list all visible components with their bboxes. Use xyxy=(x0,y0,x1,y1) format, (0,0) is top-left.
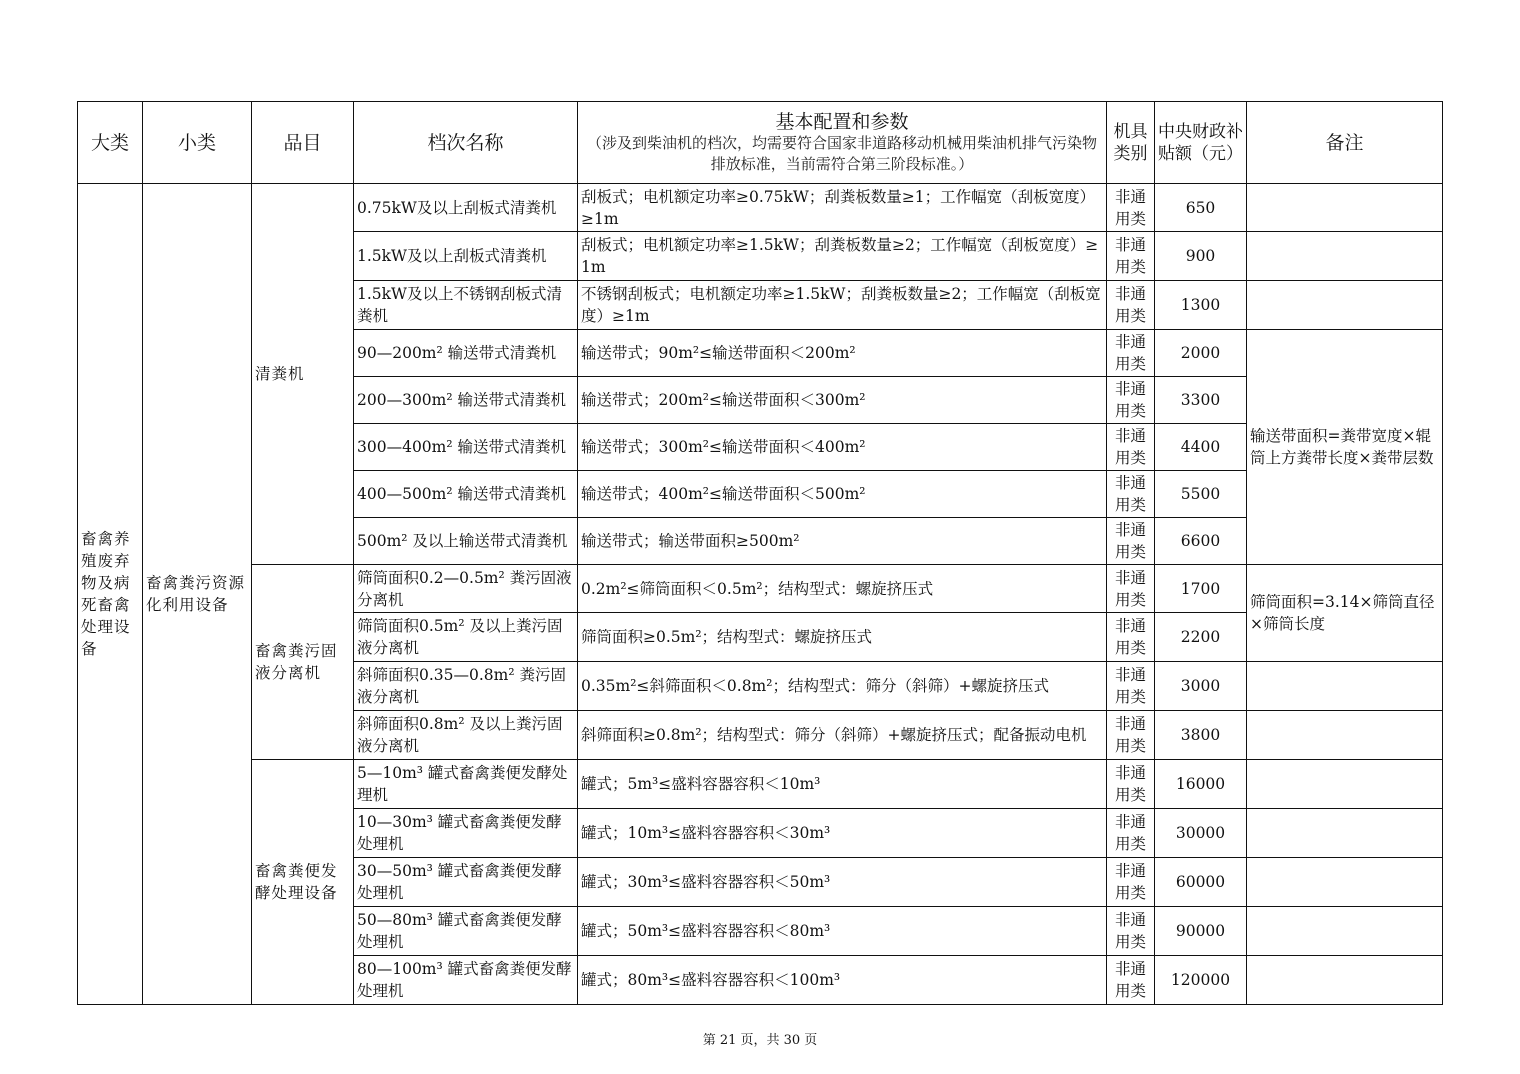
remark-cell xyxy=(1247,662,1443,711)
grade-cell: 5—10m³ 罐式畜禽粪便发酵处理机 xyxy=(354,760,578,809)
params-cell: 罐式；10m³≤盛料容器容积＜30m³ xyxy=(578,809,1107,858)
params-cell: 罐式；80m³≤盛料容器容积＜100m³ xyxy=(578,956,1107,1005)
kind-cell: 非通用类 xyxy=(1107,424,1155,471)
grade-cell: 筛筒面积0.5m² 及以上粪污固液分离机 xyxy=(354,613,578,662)
kind-cell: 非通用类 xyxy=(1107,613,1155,662)
remark-cell xyxy=(1247,232,1443,281)
amount-cell: 2200 xyxy=(1155,613,1247,662)
params-cell: 不锈钢刮板式；电机额定功率≥1.5kW；刮粪板数量≥2；工作幅宽（刮板宽度）≥1m xyxy=(578,281,1107,330)
grade-cell: 斜筛面积0.8m² 及以上粪污固液分离机 xyxy=(354,711,578,760)
amount-cell: 120000 xyxy=(1155,956,1247,1005)
grade-cell: 500m² 及以上输送带式清粪机 xyxy=(354,518,578,565)
grade-cell: 80—100m³ 罐式畜禽粪便发酵处理机 xyxy=(354,956,578,1005)
item-cell-separator: 畜禽粪污固液分离机 xyxy=(252,565,354,760)
amount-cell: 900 xyxy=(1155,232,1247,281)
remark-cell xyxy=(1247,760,1443,809)
grade-cell: 1.5kW及以上刮板式清粪机 xyxy=(354,232,578,281)
remark-belt-area: 输送带面积=粪带宽度×辊筒上方粪带长度×粪带层数 xyxy=(1247,330,1443,565)
params-cell: 斜筛面积≥0.8m²；结构型式：筛分（斜筛）+螺旋挤压式；配备振动电机 xyxy=(578,711,1107,760)
params-cell: 输送带式；300m²≤输送带面积＜400m² xyxy=(578,424,1107,471)
amount-cell: 2000 xyxy=(1155,330,1247,377)
header-params-title: 基本配置和参数 xyxy=(775,110,909,133)
grade-cell: 1.5kW及以上不锈钢刮板式清粪机 xyxy=(354,281,578,330)
amount-cell: 5500 xyxy=(1155,471,1247,518)
kind-cell: 非通用类 xyxy=(1107,471,1155,518)
header-remarks: 备注 xyxy=(1247,102,1443,184)
header-item: 品目 xyxy=(252,102,354,184)
amount-cell: 6600 xyxy=(1155,518,1247,565)
kind-cell: 非通用类 xyxy=(1107,809,1155,858)
amount-cell: 16000 xyxy=(1155,760,1247,809)
params-cell: 罐式；5m³≤盛料容器容积＜10m³ xyxy=(578,760,1107,809)
kind-cell: 非通用类 xyxy=(1107,565,1155,613)
kind-cell: 非通用类 xyxy=(1107,281,1155,330)
subsidy-table xyxy=(77,101,1443,1005)
table-row xyxy=(78,565,1443,613)
params-cell: 罐式；50m³≤盛料容器容积＜80m³ xyxy=(578,907,1107,956)
header-params xyxy=(578,102,1107,184)
amount-cell: 4400 xyxy=(1155,424,1247,471)
remark-screen-area: 筛筒面积=3.14×筛筒直径×筛筒长度 xyxy=(1247,565,1443,662)
amount-cell: 3800 xyxy=(1155,711,1247,760)
params-cell: 0.35m²≤斜筛面积＜0.8m²；结构型式：筛分（斜筛）+螺旋挤压式 xyxy=(578,662,1107,711)
params-cell: 输送带式；200m²≤输送带面积＜300m² xyxy=(578,377,1107,424)
kind-cell: 非通用类 xyxy=(1107,377,1155,424)
table-row xyxy=(78,184,1443,232)
params-cell: 输送带式；400m²≤输送带面积＜500m² xyxy=(578,471,1107,518)
kind-cell: 非通用类 xyxy=(1107,232,1155,281)
item-cell-fermenter: 畜禽粪便发酵处理设备 xyxy=(252,760,354,1005)
grade-cell: 0.75kW及以上刮板式清粪机 xyxy=(354,184,578,232)
grade-cell: 30—50m³ 罐式畜禽粪便发酵处理机 xyxy=(354,858,578,907)
header-params-note: （涉及到柴油机的档次，均需要符合国家非道路移动机械用柴油机排气污染物排放标准，当前需符合第三阶段标准。） xyxy=(586,133,1097,173)
remark-cell xyxy=(1247,809,1443,858)
grade-cell: 300—400m² 输送带式清粪机 xyxy=(354,424,578,471)
amount-cell: 90000 xyxy=(1155,907,1247,956)
header-machine-kind: 机具类别 xyxy=(1107,102,1155,184)
grade-cell: 筛筒面积0.2—0.5m² 粪污固液分离机 xyxy=(354,565,578,613)
kind-cell: 非通用类 xyxy=(1107,956,1155,1005)
amount-cell: 60000 xyxy=(1155,858,1247,907)
kind-cell: 非通用类 xyxy=(1107,858,1155,907)
remark-cell xyxy=(1247,956,1443,1005)
params-cell: 输送带式；输送带面积≥500m² xyxy=(578,518,1107,565)
header-subcategory: 小类 xyxy=(143,102,252,184)
params-cell: 输送带式；90m²≤输送带面积＜200m² xyxy=(578,330,1107,377)
params-cell: 刮板式；电机额定功率≥0.75kW；刮粪板数量≥1；工作幅宽（刮板宽度）≥1m xyxy=(578,184,1107,232)
amount-cell: 650 xyxy=(1155,184,1247,232)
amount-cell: 3000 xyxy=(1155,662,1247,711)
grade-cell: 50—80m³ 罐式畜禽粪便发酵处理机 xyxy=(354,907,578,956)
header-category: 大类 xyxy=(78,102,143,184)
amount-cell: 1300 xyxy=(1155,281,1247,330)
kind-cell: 非通用类 xyxy=(1107,907,1155,956)
grade-cell: 200—300m² 输送带式清粪机 xyxy=(354,377,578,424)
params-cell: 0.2m²≤筛筒面积＜0.5m²；结构型式：螺旋挤压式 xyxy=(578,565,1107,613)
amount-cell: 1700 xyxy=(1155,565,1247,613)
amount-cell: 30000 xyxy=(1155,809,1247,858)
remark-cell xyxy=(1247,281,1443,330)
params-cell: 筛筒面积≥0.5m²；结构型式：螺旋挤压式 xyxy=(578,613,1107,662)
params-cell: 罐式；30m³≤盛料容器容积＜50m³ xyxy=(578,858,1107,907)
kind-cell: 非通用类 xyxy=(1107,711,1155,760)
amount-cell: 3300 xyxy=(1155,377,1247,424)
grade-cell: 斜筛面积0.35—0.8m² 粪污固液分离机 xyxy=(354,662,578,711)
table-row xyxy=(78,760,1443,809)
category-cell: 畜禽养殖废弃物及病死畜禽处理设备 xyxy=(78,184,143,1005)
header-row xyxy=(78,102,1443,184)
grade-cell: 400—500m² 输送带式清粪机 xyxy=(354,471,578,518)
page-number: 第 21 页，共 30 页 xyxy=(702,1033,818,1048)
params-cell: 刮板式；电机额定功率≥1.5kW；刮粪板数量≥2；工作幅宽（刮板宽度）≥1m xyxy=(578,232,1107,281)
subcategory-cell: 畜禽粪污资源化利用设备 xyxy=(143,184,252,1005)
remark-cell xyxy=(1247,711,1443,760)
kind-cell: 非通用类 xyxy=(1107,518,1155,565)
kind-cell: 非通用类 xyxy=(1107,184,1155,232)
kind-cell: 非通用类 xyxy=(1107,662,1155,711)
item-cell-cleaner: 清粪机 xyxy=(252,184,354,565)
remark-cell xyxy=(1247,184,1443,232)
header-grade-name: 档次名称 xyxy=(354,102,578,184)
remark-cell xyxy=(1247,907,1443,956)
remark-cell xyxy=(1247,858,1443,907)
header-subsidy-amount: 中央财政补贴额（元） xyxy=(1155,102,1247,184)
grade-cell: 10—30m³ 罐式畜禽粪便发酵处理机 xyxy=(354,809,578,858)
grade-cell: 90—200m² 输送带式清粪机 xyxy=(354,330,578,377)
kind-cell: 非通用类 xyxy=(1107,760,1155,809)
kind-cell: 非通用类 xyxy=(1107,330,1155,377)
